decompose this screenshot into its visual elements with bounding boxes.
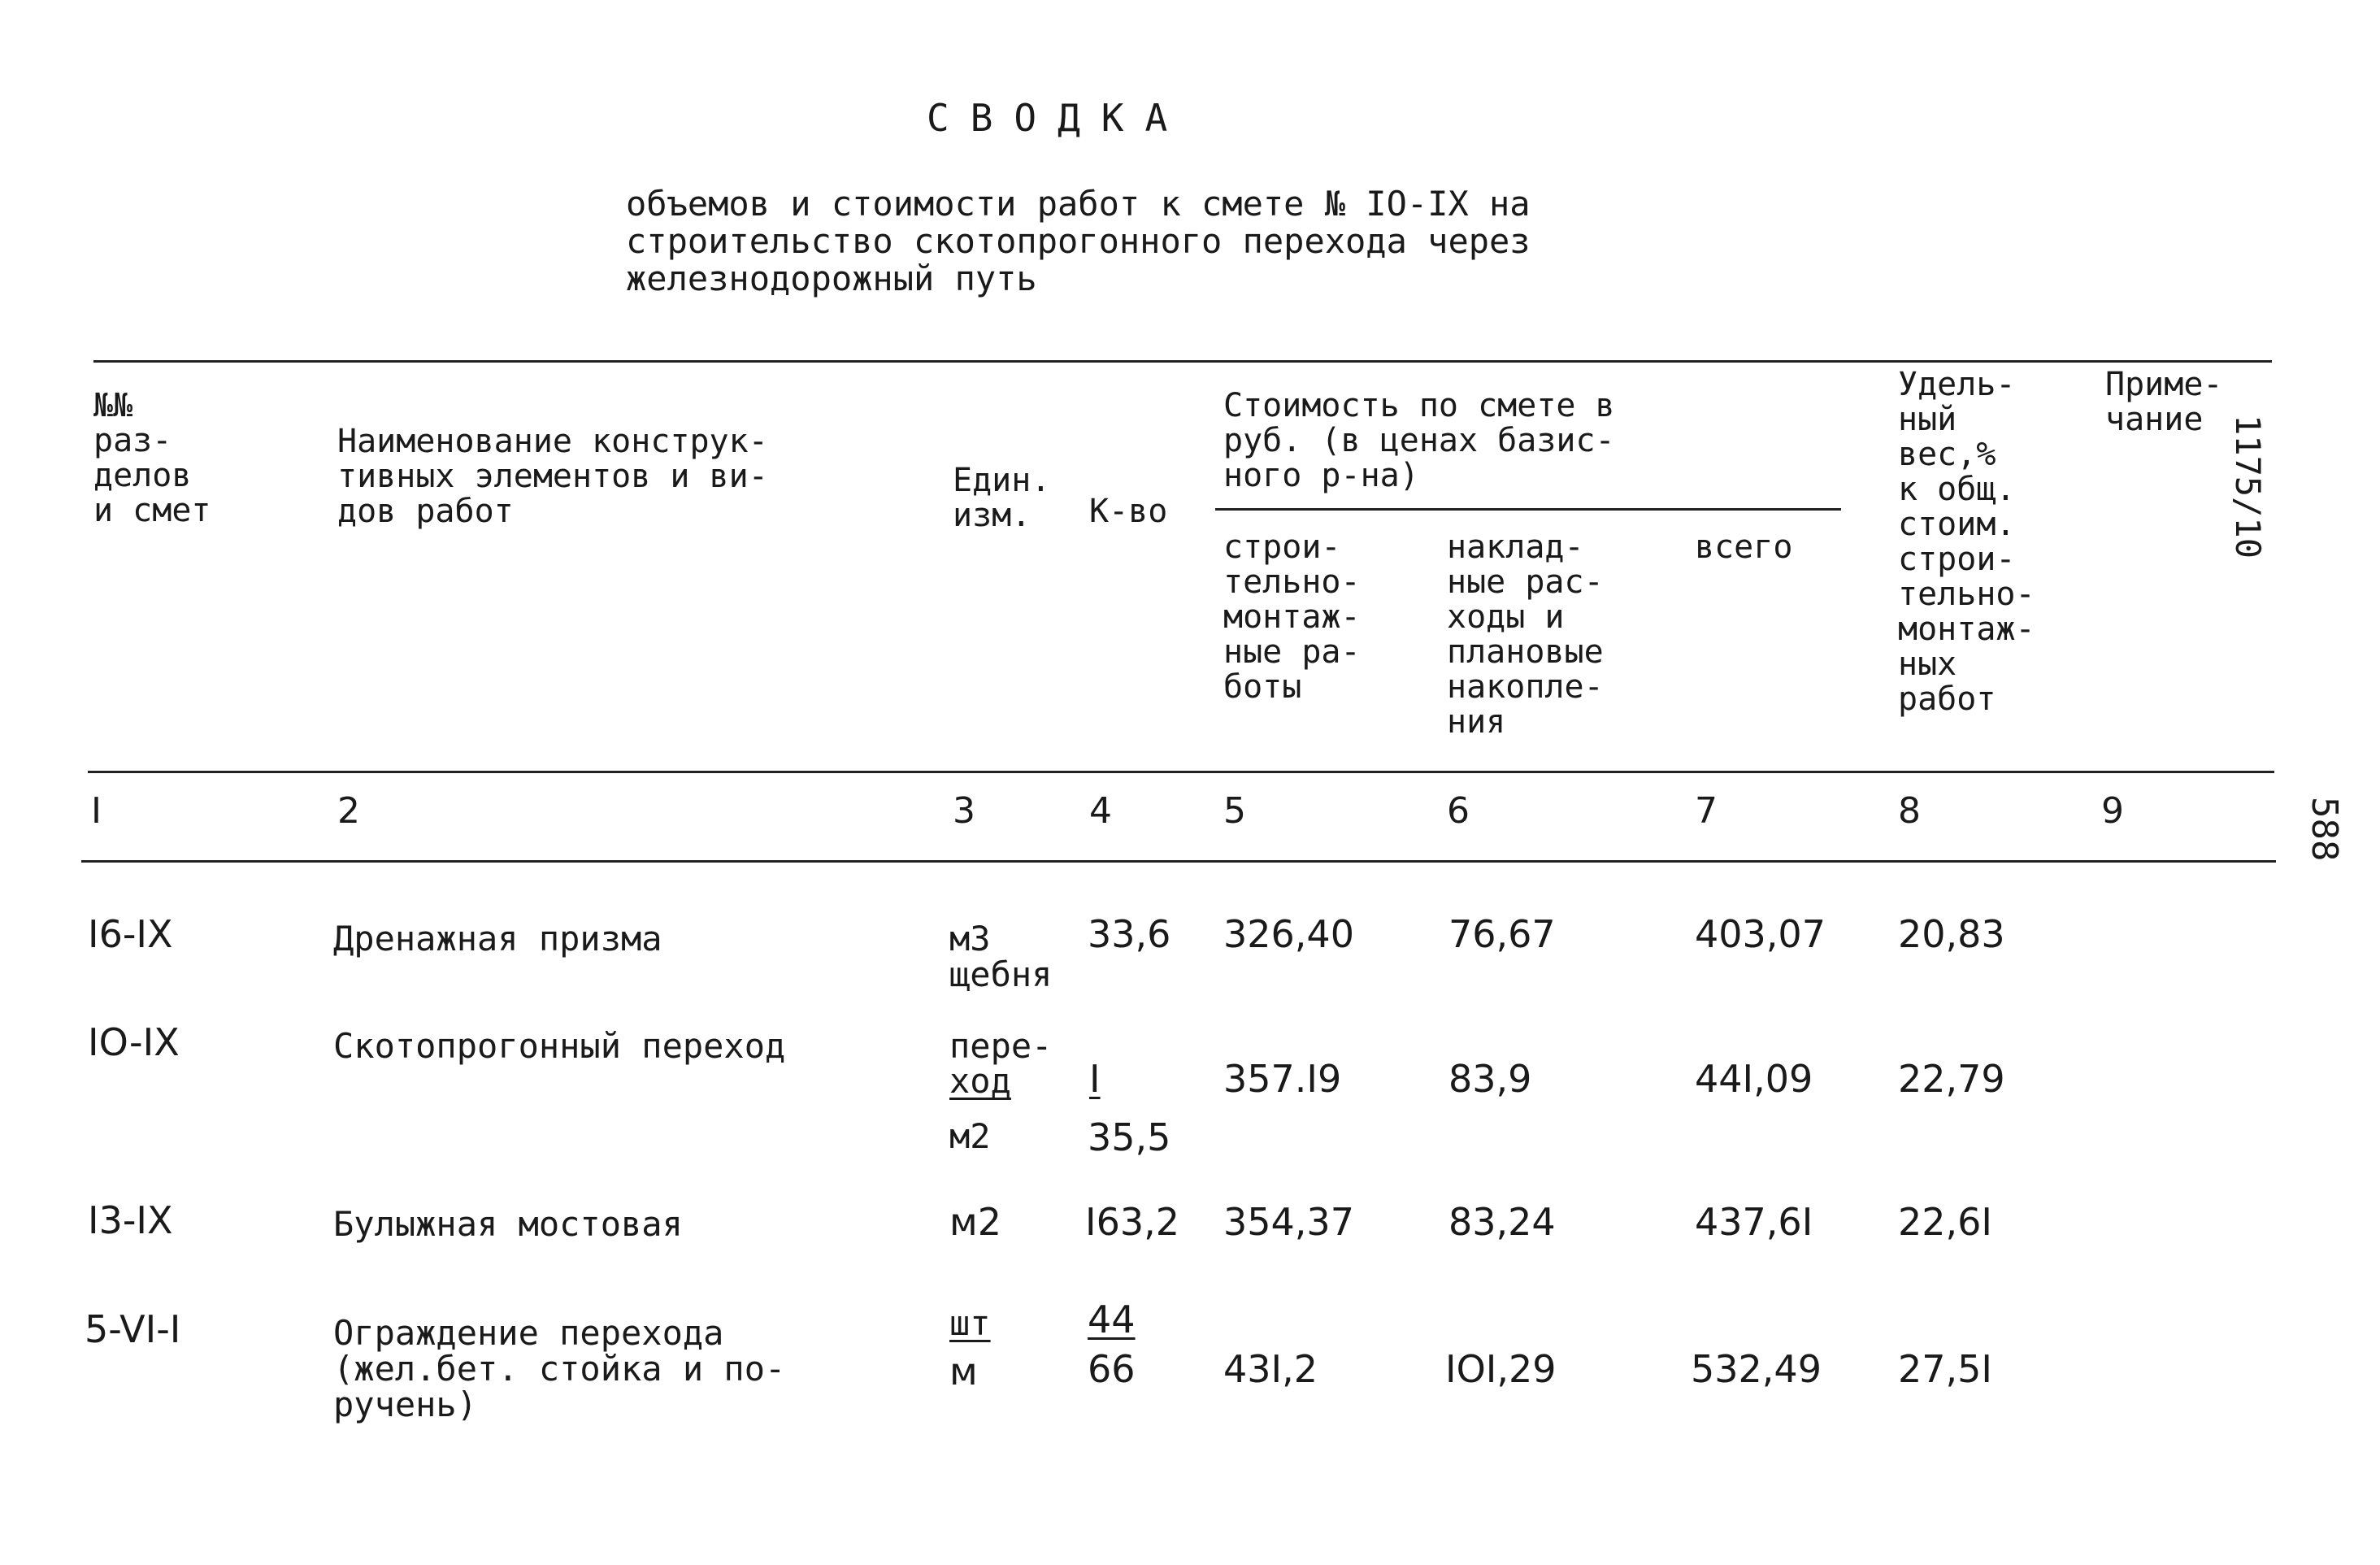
table-top-rule [93,360,2272,363]
header-share: Удель- ный вес,% к общ. стоим. строи- тельно- монтаж- ных работ [1898,366,2035,718]
row-work-name: Булыжная мостовая [333,1204,683,1244]
column-number-9: 9 [2101,790,2124,832]
document-title: СВОДКА [927,96,1189,140]
header-total: всего [1695,528,1793,566]
row-share: 27,5I [1898,1347,1992,1391]
header-overhead: наклад- ные рас- ходы и плановые накопле- ния [1447,528,1604,741]
row-overhead: 83,24 [1448,1200,1556,1244]
row-total: 532,49 [1691,1347,1822,1391]
page-number: 588 [2304,797,2345,862]
row-total: 44I,09 [1695,1057,1813,1101]
header-cost-group: Стоимость по смете в руб. (в ценах базис- ного р-на) [1223,387,1615,494]
row-construction-cost: 354,37 [1223,1200,1354,1244]
row-quantity-top: 44 [1088,1298,1136,1341]
row-unit: м3 щебня [949,919,1053,994]
column-numbers-rule [81,860,2276,863]
column-number-4: 4 [1089,790,1112,832]
row-quantity-top: I [1089,1057,1101,1101]
row-unit-top: шт [949,1303,991,1343]
column-number-8: 8 [1898,790,1921,832]
row-code: 5-VI-I [85,1307,181,1351]
column-number-6: 6 [1447,790,1470,832]
document-subtitle: объемов и стоимости работ к смете № IO-IX на строительство скотопрогонного перехода через железнодорожный путь [626,184,1531,298]
row-share: 22,6I [1898,1200,1992,1244]
row-work-name: Ограждение перехода (жел.бет. стойка и по- ручень) [333,1313,786,1424]
row-construction-cost: 326,40 [1223,912,1354,956]
row-unit-bottom: м [949,1350,978,1393]
header-construction-cost: строи- тельно- монтаж- ные ра- боты [1223,528,1361,706]
row-quantity: 33,6 [1088,912,1171,956]
row-unit: м2 [949,1200,1001,1244]
cost-group-rule [1215,508,1841,511]
row-unit-bottom: м2 [949,1116,991,1156]
row-overhead: IOI,29 [1445,1347,1557,1391]
row-construction-cost: 357.I9 [1223,1057,1342,1101]
row-overhead: 76,67 [1448,912,1556,956]
row-construction-cost: 43I,2 [1223,1347,1318,1391]
side-reference-code: 1175/10 [2228,415,2268,559]
row-unit-mid: ход [949,1061,1011,1101]
header-note: Приме- чание [2105,366,2223,438]
row-work-name: Скотопрогонный переход [333,1026,786,1066]
column-number-7: 7 [1695,790,1718,832]
row-unit-top: пере- [949,1026,1053,1066]
header-work-name: Наименование конструк- тивных элементов и ви- дов работ [337,423,768,530]
row-share: 22,79 [1898,1057,2005,1101]
column-number-3: 3 [953,790,975,832]
row-work-name: Дренажная призма [333,919,662,959]
column-number-1: I [91,790,102,832]
row-quantity-bottom: 35,5 [1088,1115,1171,1159]
row-quantity: I63,2 [1085,1200,1179,1244]
column-number-2: 2 [337,790,360,832]
header-quantity: К-во [1089,493,1168,530]
column-number-5: 5 [1223,790,1246,832]
row-code: I6-IX [88,912,173,956]
header-section-number: №№ раз- делов и смет [93,387,211,529]
row-total: 437,6I [1695,1200,1813,1244]
row-overhead: 83,9 [1448,1057,1532,1101]
row-quantity-bottom: 66 [1088,1347,1136,1391]
header-bottom-rule [88,771,2274,773]
row-share: 20,83 [1898,912,2005,956]
row-code: IO-IX [88,1020,180,1064]
row-total: 403,07 [1695,912,1826,956]
header-unit: Един. изм. [953,462,1051,534]
row-code: I3-IX [88,1198,173,1242]
